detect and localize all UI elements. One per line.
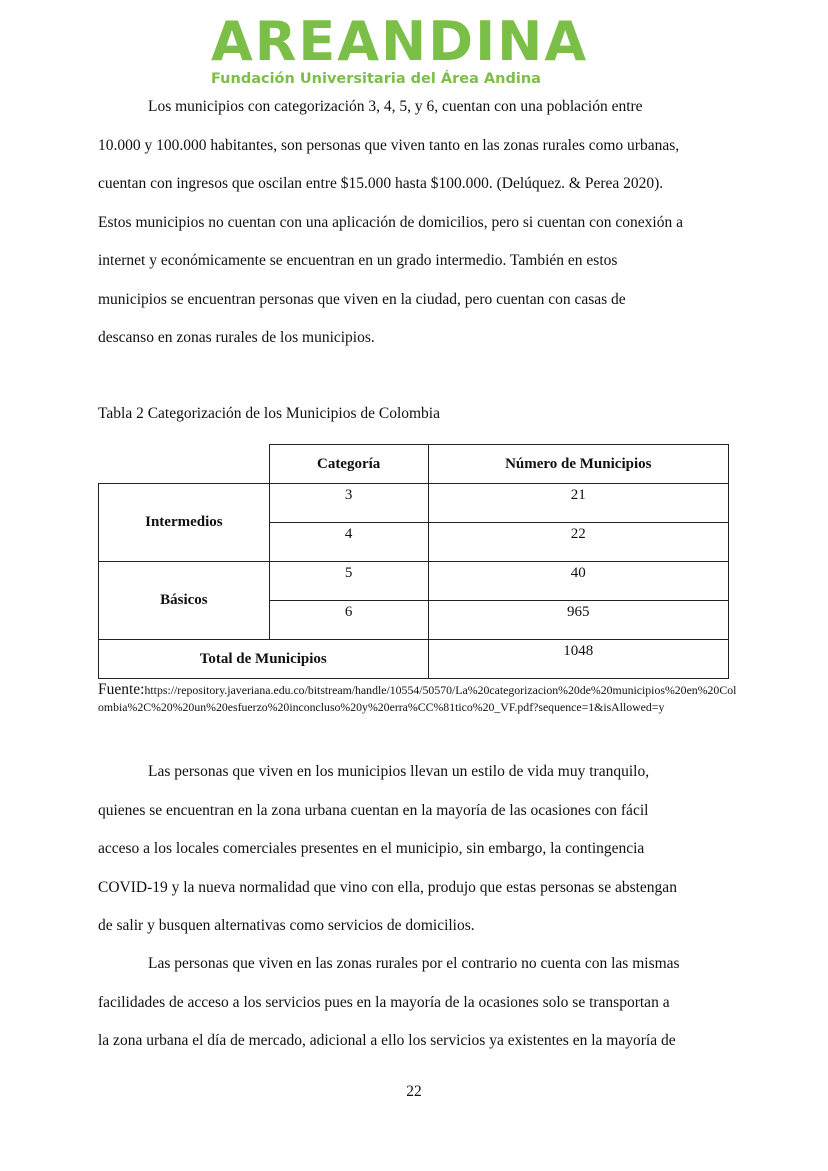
paragraph-line: Las personas que viven en las zonas rurales por el contrario no cuenta con las mismas — [148, 955, 680, 972]
source-url: https://repository.javeriana.edu.co/bitstream/handle/10554/50570/La%20categorizacion%20de%20municipios%20en%20Colombia%2C%20%20un%20esfuerzo%20inconcluso%20y%20erra%CC%81tico%20_VF.pdf?sequence=1&isAllowed=y — [98, 683, 737, 714]
table-source — [98, 681, 738, 716]
logo — [0, 8, 828, 88]
logo-subtitle: Fundación Universitaria del Área Andina — [211, 71, 541, 87]
cell-categoria: 6 — [269, 601, 428, 640]
paragraph-line: Las personas que viven en los municipios llevan un estilo de vida muy tranquilo, — [148, 763, 650, 780]
cell-categoria: 3 — [269, 484, 428, 523]
table-row — [99, 562, 729, 601]
total-value: 1048 — [428, 640, 728, 679]
cell-numero: 22 — [428, 523, 728, 562]
table-caption: Tabla 2 Categorización de los Municipios de Colombia — [98, 405, 440, 422]
paragraph-line: COVID-19 y la nueva normalidad que vino con ella, produjo que estas personas se abstengan — [98, 878, 677, 896]
paragraph-3 — [98, 945, 738, 1061]
cell-numero: 40 — [428, 562, 728, 601]
paragraph-line: facilidades de acceso a los servicios pues en la mayoría de la ocasiones solo se transportan a — [98, 993, 670, 1011]
paragraph-line: de salir y busquen alternativas como servicios de domicilios. — [98, 917, 475, 934]
table-empty-corner — [99, 445, 270, 484]
table-total-row — [99, 640, 729, 679]
paragraph-line: la zona urbana el día de mercado, adicional a ello los servicios ya existentes en la mayoría de — [98, 1032, 676, 1049]
paragraph-2 — [98, 753, 738, 946]
total-label: Total de Municipios — [99, 640, 429, 679]
source-label: Fuente: — [98, 681, 145, 698]
logo-wordmark: AREANDINA — [211, 10, 589, 73]
cell-numero: 965 — [428, 601, 728, 640]
paragraph-line: municipios se encuentran personas que viven en la ciudad, pero cuentan con casas de — [98, 290, 626, 308]
paragraph-line: acceso a los locales comerciales presentes en el municipio, sin embargo, la contingencia — [98, 840, 645, 857]
paragraph-line: 10.000 y 100.000 habitantes, son personas que viven tanto en las zonas rurales como urbanas, — [98, 136, 680, 154]
header-categoria: Categoría — [269, 445, 428, 484]
paragraph-line: Los municipios con categorización 3, 4, 5, y 6, cuentan con una población entre — [148, 98, 643, 115]
header-numero: Número de Municipios — [428, 445, 728, 484]
cell-numero: 21 — [428, 484, 728, 523]
group-basicos: Básicos — [99, 562, 270, 640]
paragraph-line: descanso en zonas rurales de los municipios. — [98, 329, 375, 346]
paragraph-1 — [98, 88, 738, 358]
paragraph-line: quienes se encuentran en la zona urbana cuentan en la mayoría de las ocasiones con fácil — [98, 801, 649, 819]
paragraph-line: Estos municipios no cuentan con una aplicación de domicilios, pero si cuentan con conexión a — [98, 213, 683, 231]
group-intermedios: Intermedios — [99, 484, 270, 562]
table-header-row — [99, 445, 729, 484]
paragraph-line: internet y económicamente se encuentran en un grado intermedio. También en estos — [98, 252, 618, 269]
cell-categoria: 4 — [269, 523, 428, 562]
municipios-table — [98, 444, 729, 679]
page-number: 22 — [406, 1083, 422, 1100]
cell-categoria: 5 — [269, 562, 428, 601]
table-row — [99, 484, 729, 523]
paragraph-line: cuentan con ingresos que oscilan entre $15.000 hasta $100.000. (Delúquez. & Perea 2020). — [98, 175, 664, 192]
